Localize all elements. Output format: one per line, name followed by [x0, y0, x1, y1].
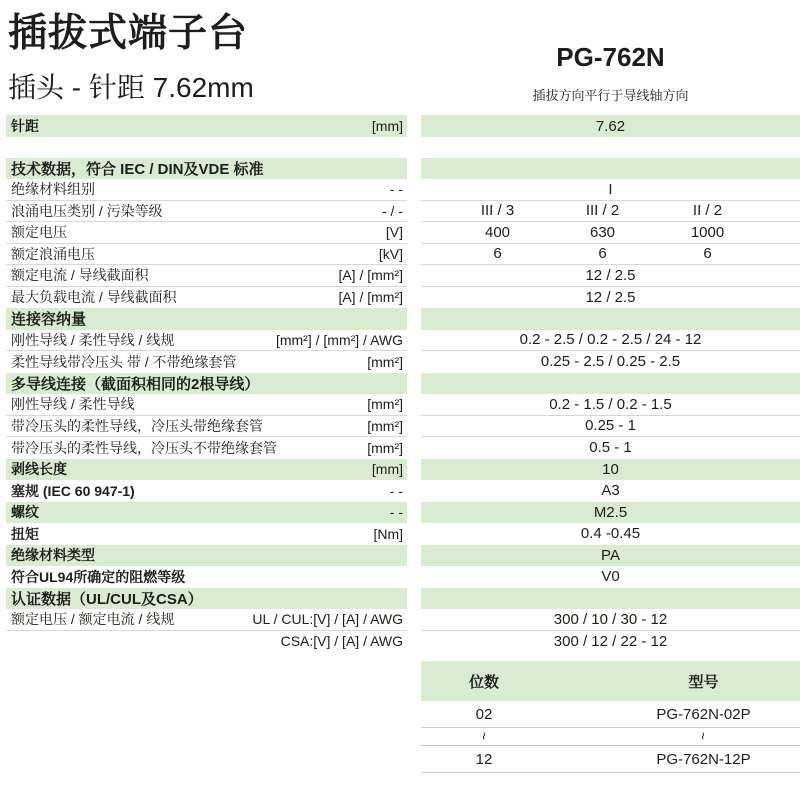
row-value: 10 — [602, 460, 619, 478]
row-label: 塞规 (IEC 60 947-1) — [11, 482, 135, 499]
table-row — [0, 523, 800, 545]
row-value: 0.25 - 1 — [585, 417, 636, 435]
row-value-cell — [421, 330, 800, 352]
model-col-poles-header: 位数 — [468, 673, 499, 691]
page-subtitle: 插头 - 针距 7.62mm — [8, 72, 254, 103]
table-spacer — [0, 137, 800, 158]
row-unit: [mm²] — [367, 417, 403, 434]
row-unit: [kV] — [378, 245, 403, 262]
row-label: 额定电压 / 额定电流 / 线规 — [11, 611, 175, 628]
table-row — [0, 179, 800, 201]
page-title: 插拔式端子台 — [8, 12, 249, 55]
row-value-cell — [421, 222, 800, 244]
row-left-cell — [6, 588, 407, 610]
row-value-cell — [421, 115, 800, 137]
model-col-model-header: 型号 — [688, 673, 719, 691]
column-gap — [407, 330, 421, 352]
row-value-col: 630 — [589, 223, 616, 241]
table-row — [0, 201, 800, 223]
row-value-cell — [421, 416, 800, 438]
model-number-value: PG-762N-02P — [656, 705, 751, 723]
table-row — [0, 545, 800, 567]
row-label: 针距 — [11, 118, 39, 134]
row-value-cell — [421, 480, 800, 502]
table-row — [0, 437, 800, 459]
row-value-cell — [421, 158, 800, 180]
row-label: 额定电压 — [11, 224, 67, 241]
column-gap — [407, 459, 421, 481]
row-left-cell — [6, 609, 407, 631]
model-table — [421, 661, 800, 773]
row-value-cell — [421, 308, 800, 330]
row-value: 0.2 - 2.5 / 0.2 - 2.5 / 24 - 12 — [519, 331, 702, 349]
row-label: 扭矩 — [11, 525, 39, 542]
row-unit: [A] / [mm²] — [338, 289, 403, 306]
table-row — [0, 416, 800, 438]
row-left-cell — [6, 459, 407, 481]
row-label: 认证数据（UL/CUL及CSA） — [11, 590, 203, 608]
model-table-row — [421, 746, 800, 773]
column-gap — [407, 265, 421, 287]
section-header-row — [0, 308, 800, 330]
row-value-cell — [421, 244, 800, 266]
row-value-cell — [421, 609, 800, 631]
row-value-cell — [421, 523, 800, 545]
row-value-cell — [421, 351, 800, 373]
row-left-cell — [6, 480, 407, 502]
row-value-cell — [421, 287, 800, 309]
column-gap — [407, 373, 421, 395]
row-value-col: 6 — [493, 245, 502, 263]
row-label: 绝缘材料组别 — [11, 181, 95, 198]
column-gap — [407, 308, 421, 330]
row-label: 最大负载电流 / 导线截面积 — [11, 289, 177, 306]
column-gap — [407, 416, 421, 438]
spec-table — [0, 115, 800, 652]
row-left-cell — [6, 437, 407, 459]
column-gap — [407, 115, 421, 137]
model-poles-value — [421, 728, 547, 745]
column-gap — [407, 502, 421, 524]
column-gap — [407, 523, 421, 545]
row-value-cell — [421, 631, 800, 653]
column-gap — [407, 222, 421, 244]
row-value: V0 — [601, 568, 620, 586]
row-value-cell — [421, 502, 800, 524]
row-label: 额定电流 / 导线截面积 — [11, 267, 149, 284]
row-label: 带冷压头的柔性导线，冷压头不带绝缘套管 — [11, 439, 277, 456]
row-label: 带冷压头的柔性导线，冷压头带绝缘套管 — [11, 417, 263, 434]
row-value-cell — [421, 201, 800, 223]
column-gap — [407, 201, 421, 223]
range-tilde: ~ — [476, 731, 492, 741]
product-header — [421, 42, 800, 104]
row-value: 0.4 -0.45 — [580, 525, 641, 543]
model-poles-value: 12 — [475, 750, 493, 768]
row-value: 0.25 - 2.5 / 0.25 - 2.5 — [540, 353, 681, 371]
table-row — [0, 459, 800, 481]
range-tilde: ~ — [695, 731, 712, 741]
row-unit: UL / CUL:[V] / [A] / AWG — [252, 611, 403, 628]
row-value: 12 / 2.5 — [585, 288, 636, 306]
column-gap — [407, 179, 421, 201]
row-value: 0.2 - 1.5 / 0.2 - 1.5 — [549, 395, 672, 413]
row-left-cell — [6, 158, 407, 180]
row-value: 300 / 12 / 22 - 12 — [553, 632, 668, 650]
row-value-col: 400 — [484, 223, 511, 241]
column-gap — [407, 631, 421, 653]
row-left-cell — [6, 287, 407, 309]
row-label: 刚性导线 / 柔性导线 / 线规 — [11, 331, 175, 348]
row-label: 绝缘材料类型 — [11, 547, 95, 564]
row-value-col: 6 — [703, 245, 712, 263]
section-header-row — [0, 373, 800, 395]
table-row — [0, 480, 800, 502]
column-gap — [407, 480, 421, 502]
row-left-cell — [6, 330, 407, 352]
row-label: 多导线连接（截面积相同的2根导线） — [11, 375, 260, 393]
row-left-cell — [6, 566, 407, 588]
column-gap — [407, 588, 421, 610]
row-value-col: 1000 — [690, 223, 725, 241]
table-row — [0, 394, 800, 416]
row-value-col: 6 — [598, 245, 607, 263]
column-gap — [407, 566, 421, 588]
table-row — [0, 502, 800, 524]
model-poles-value: 02 — [475, 705, 493, 723]
row-label: 螺纹 — [11, 504, 39, 521]
row-left-cell — [6, 201, 407, 223]
row-label: 符合UL94所确定的阻燃等级 — [11, 568, 186, 585]
row-value-cell — [421, 265, 800, 287]
row-unit: [mm] — [371, 118, 403, 134]
row-value-cell — [421, 545, 800, 567]
row-label: 额定浪涌电压 — [11, 245, 95, 262]
row-value-col: III / 3 — [480, 202, 515, 220]
row-left-cell — [6, 502, 407, 524]
row-value-cell — [421, 566, 800, 588]
table-row — [0, 265, 800, 287]
row-value-cell — [421, 394, 800, 416]
section-header-row — [0, 588, 800, 610]
row-left-cell — [6, 115, 407, 137]
row-value-cell — [421, 179, 800, 201]
table-row — [0, 287, 800, 309]
column-gap — [407, 287, 421, 309]
table-row — [0, 244, 800, 266]
row-unit: [V] — [385, 224, 403, 241]
row-left-cell — [6, 244, 407, 266]
column-gap — [407, 437, 421, 459]
row-value: PA — [601, 546, 620, 564]
column-gap — [407, 545, 421, 567]
row-left-cell — [6, 373, 407, 395]
row-label: 技术数据，符合 IEC / DIN及VDE 标准 — [11, 160, 264, 178]
model-table-row — [421, 728, 800, 746]
model-table-header — [421, 661, 800, 701]
table-row — [0, 609, 800, 631]
row-unit: [Nm] — [373, 525, 403, 542]
row-unit: [mm²] — [367, 353, 403, 370]
row-unit: [mm] — [371, 461, 403, 478]
row-label: 连接容纳量 — [11, 311, 87, 329]
row-value-col: III / 2 — [585, 202, 620, 220]
row-value: 0.5 - 1 — [589, 439, 632, 457]
table-row — [0, 330, 800, 352]
table-row — [0, 222, 800, 244]
row-value-cell — [421, 459, 800, 481]
row-value-col: II / 2 — [692, 202, 723, 220]
table-row — [0, 351, 800, 373]
row-label: 柔性导线带冷压头 带 / 不带绝缘套管 — [11, 353, 237, 370]
model-table-row — [421, 701, 800, 728]
row-unit: - - — [389, 482, 403, 499]
product-note: 插拔方向平行于导线轴方向 — [532, 88, 689, 103]
row-unit: - / - — [382, 202, 403, 219]
model-number-value: PG-762N-12P — [656, 750, 751, 768]
row-label: 浪涌电压类别 / 污染等级 — [11, 202, 163, 219]
row-left-cell — [6, 394, 407, 416]
row-value: 12 / 2.5 — [585, 266, 636, 284]
row-value: I — [608, 180, 613, 198]
row-value-cell — [421, 588, 800, 610]
table-row — [0, 566, 800, 588]
row-value-cell — [421, 373, 800, 395]
product-name: PG-762N — [556, 42, 665, 72]
row-unit: [A] / [mm²] — [338, 267, 403, 284]
row-left-cell — [6, 631, 407, 653]
column-gap — [407, 158, 421, 180]
row-value: 7.62 — [595, 117, 626, 135]
row-unit: - - — [389, 504, 403, 521]
row-left-cell — [6, 308, 407, 330]
row-value: 300 / 10 / 30 - 12 — [553, 610, 668, 628]
column-gap — [407, 351, 421, 373]
section-header-row — [0, 158, 800, 180]
row-left-cell — [6, 545, 407, 567]
row-label: 刚性导线 / 柔性导线 — [11, 396, 135, 413]
row-value: M2.5 — [593, 503, 628, 521]
row-left-cell — [6, 222, 407, 244]
column-gap — [407, 609, 421, 631]
row-left-cell — [6, 351, 407, 373]
row-label: 剥线长度 — [11, 461, 67, 478]
table-row — [0, 631, 800, 653]
row-unit: [mm²] — [367, 396, 403, 413]
row-unit: - - — [389, 181, 403, 198]
row-unit: CSA:[V] / [A] / AWG — [280, 633, 403, 650]
column-gap — [407, 394, 421, 416]
row-left-cell — [6, 523, 407, 545]
row-left-cell — [6, 416, 407, 438]
row-unit: [mm²] / [mm²] / AWG — [275, 331, 403, 348]
row-left-cell — [6, 179, 407, 201]
row-value: A3 — [601, 482, 620, 500]
column-gap — [407, 244, 421, 266]
row-unit: [mm²] — [367, 439, 403, 456]
table-row — [0, 115, 800, 137]
model-number-value — [547, 728, 800, 745]
row-left-cell — [6, 265, 407, 287]
row-value-cell — [421, 437, 800, 459]
